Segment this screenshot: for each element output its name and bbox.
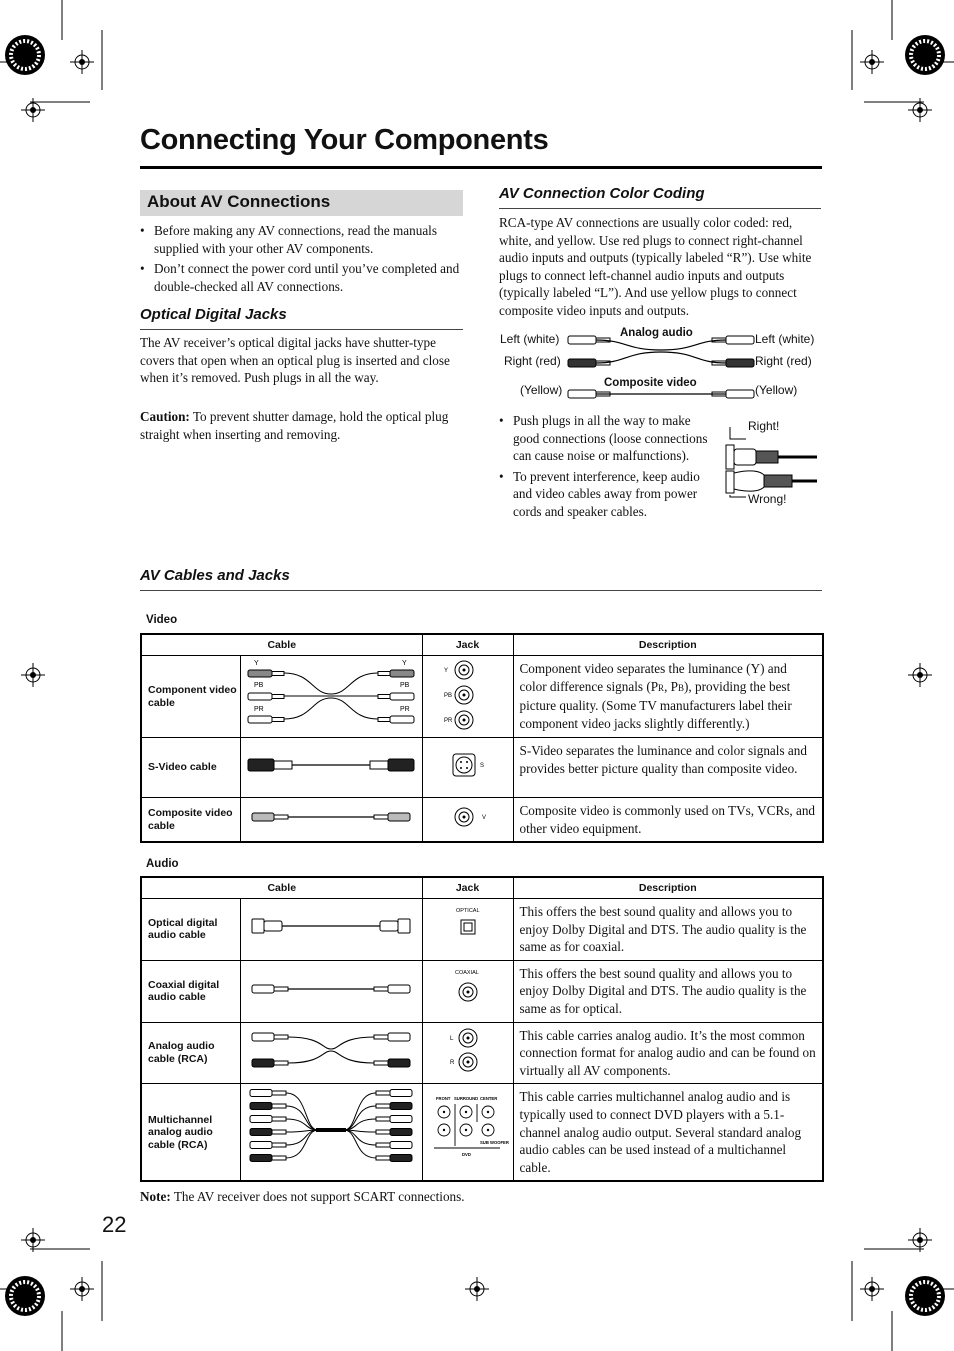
optical-caution	[140, 408, 462, 443]
component-cable-icon	[242, 656, 420, 732]
table-row	[141, 960, 823, 1022]
multichannel-jacks	[422, 1084, 513, 1181]
multichannel-cable-graphic	[240, 1084, 422, 1181]
cable-desc: This offers the best sound quality and allows you to enjoy Dolby Digital and DTS. The audio quality is the same as for optical.	[513, 960, 823, 1022]
about-heading-bar	[140, 190, 463, 216]
svg-text:PB: PB	[254, 682, 264, 689]
svideo-jack	[422, 738, 513, 798]
cable-name: Component video cable	[141, 656, 240, 738]
list-item: • Push plugs in all the way to make good connections (loose connections can cause noise or malfunctions).	[499, 412, 711, 465]
cable-name: Composite video cable	[141, 798, 240, 843]
coaxial-cable-graphic	[240, 960, 422, 1022]
about-heading: About AV Connections	[147, 192, 331, 211]
svg-text:L: L	[449, 1036, 453, 1043]
cable-name: Analog audio cable (RCA)	[141, 1022, 240, 1084]
list-item: • Don’t connect the power cord until you’ve completed and double-checked all AV connections.	[140, 260, 462, 295]
color-coding-text: RCA-type AV connections are usually color coded: red, white, and yellow. Use red plugs to connect right-channel audio inputs and outputs (typically labeled “R”). Use white plugs to connect left-channel audio inputs and outputs (typically labeled “L”). And use yellow plugs to connect composite video inputs and outputs.	[499, 215, 812, 318]
cable-desc: This offers the best sound quality and allows you to enjoy Dolby Digital and DTS. The audio quality is the same as for coaxial.	[513, 899, 823, 961]
left-white-label: Left (white)	[500, 332, 560, 346]
note-label: Note:	[140, 1189, 171, 1204]
right-label: Right!	[748, 419, 780, 433]
analog-audio-label: Analog audio	[620, 327, 693, 339]
svg-text:COAXIAL: COAXIAL	[454, 969, 479, 976]
note	[140, 1188, 822, 1206]
col-desc-header: Description	[513, 634, 823, 656]
optical-cable-icon	[242, 912, 420, 942]
composite-jack	[422, 798, 513, 843]
multichannel-jack-icon	[424, 1092, 512, 1168]
page-number: 22	[102, 1212, 127, 1237]
about-bullets	[140, 222, 462, 298]
audio-table	[140, 876, 824, 1182]
svg-text:Y: Y	[402, 660, 407, 667]
left-white-label-right: Left (white)	[755, 332, 815, 346]
svg-text:FRONT: FRONT	[435, 1095, 450, 1101]
optical-jack	[422, 899, 513, 961]
yellow-label-right: (Yellow)	[755, 383, 798, 397]
color-coding-bullets	[499, 412, 711, 524]
note-text: The AV receiver does not support SCART connections.	[170, 1189, 465, 1204]
svideo-cable-graphic	[240, 738, 422, 798]
caution-label: Caution:	[140, 409, 190, 424]
wrong-label: Wrong!	[748, 492, 787, 506]
component-cable-graphic	[240, 656, 422, 738]
svg-text:PR: PR	[254, 706, 264, 713]
svg-text:Y: Y	[254, 660, 259, 667]
svg-text:CENTER: CENTER	[479, 1095, 497, 1101]
cable-name: Multichannel analog audio cable (RCA)	[141, 1084, 240, 1181]
optical-text: The AV receiver’s optical digital jacks have shutter-type covers that open when an optical plug is inserted and close when it’s removed. Push plugs in all the way.	[140, 335, 450, 386]
table-row	[141, 1084, 823, 1181]
svg-text:PB: PB	[443, 693, 452, 699]
analog-cable-icon	[242, 1023, 420, 1077]
caution-text: To prevent shutter damage, hold the optical plug straight when inserting and removing.	[140, 409, 449, 442]
video-label: Video	[146, 614, 178, 626]
audio-label: Audio	[146, 858, 179, 870]
multichannel-cable-icon	[242, 1085, 420, 1175]
plug-insertion-diagram	[722, 425, 822, 505]
title-rule	[140, 166, 822, 169]
table-row	[141, 798, 823, 843]
color-coding-diagram	[566, 330, 756, 405]
svg-text:PB: PB	[400, 682, 410, 689]
coaxial-jack	[422, 960, 513, 1022]
cable-name: Optical digital audio cable	[141, 899, 240, 961]
coaxial-jack-icon	[424, 966, 512, 1012]
optical-jack-icon	[424, 904, 512, 950]
svg-text:S: S	[479, 763, 484, 769]
component-jack-icon	[424, 656, 512, 732]
table-row	[141, 1022, 823, 1084]
cables-heading: AV Cables and Jacks	[140, 567, 290, 584]
right-red-label-right: Right (red)	[755, 354, 812, 368]
cable-name: Coaxial digital audio cable	[141, 960, 240, 1022]
svideo-jack-icon	[424, 745, 512, 785]
svg-text:SURROUND: SURROUND	[453, 1095, 478, 1101]
page-title: Connecting Your Components	[140, 124, 549, 156]
table-row	[141, 899, 823, 961]
composite-cable-graphic	[240, 798, 422, 843]
col-desc-header: Description	[513, 877, 823, 899]
composite-cable-icon	[242, 805, 420, 829]
composite-video-label: Composite video	[604, 377, 697, 389]
col-jack-header: Jack	[422, 634, 513, 656]
svg-text:Y: Y	[443, 668, 448, 674]
svg-text:SUB WOOFER: SUB WOOFER	[479, 1139, 509, 1145]
list-item: • To prevent interference, keep audio and video cables away from power cords and speaker cables.	[499, 468, 711, 521]
color-coding-rule	[499, 208, 821, 209]
svg-text:OPTICAL: OPTICAL	[455, 907, 480, 914]
table-row	[141, 656, 823, 738]
col-cable-header: Cable	[141, 634, 422, 656]
list-item: • Before making any AV connections, read the manuals supplied with your other AV components.	[140, 222, 462, 257]
right-red-label: Right (red)	[504, 354, 561, 368]
optical-heading: Optical Digital Jacks	[140, 306, 287, 323]
cables-rule	[140, 590, 822, 591]
color-coding-heading: AV Connection Color Coding	[499, 185, 705, 202]
cable-desc: Composite video is commonly used on TVs, VCRs, and other video equipment.	[513, 798, 823, 843]
cable-desc: This cable carries multichannel analog audio and is typically used to connect DVD players with a 5.1-channel analog audio output. Several standard analog audio cables can be used instead of a multichannel cable.	[513, 1084, 823, 1181]
analog-cable-graphic	[240, 1022, 422, 1084]
svg-text:PR: PR	[400, 706, 410, 713]
optical-cable-graphic	[240, 899, 422, 961]
component-jacks	[422, 656, 513, 738]
cable-desc: This cable carries analog audio. It’s the most common connection format for analog audio and can be found on virtually all AV components.	[513, 1022, 823, 1084]
analog-jack-icon	[424, 1023, 512, 1077]
video-table	[140, 633, 824, 843]
cable-name: S-Video cable	[141, 738, 240, 798]
yellow-label-left: (Yellow)	[520, 383, 563, 397]
svg-text:R: R	[449, 1060, 454, 1067]
svg-text:PR: PR	[443, 718, 452, 724]
svg-text:DVD: DVD	[461, 1151, 471, 1157]
col-cable-header: Cable	[141, 877, 422, 899]
col-jack-header: Jack	[422, 877, 513, 899]
cable-desc: Component video separates the luminance (Y) and color difference signals (PR, PB), providing the best picture quality. (Some TV manufacturers label their component video jacks slightly differently.)	[513, 656, 823, 738]
composite-jack-icon	[424, 802, 512, 832]
cable-desc: S-Video separates the luminance and color signals and provides better picture quality than composite video.	[513, 738, 823, 798]
coaxial-cable-icon	[242, 977, 420, 1001]
svg-text:V: V	[481, 815, 486, 822]
optical-rule	[140, 329, 463, 330]
analog-jacks	[422, 1022, 513, 1084]
table-row	[141, 738, 823, 798]
svideo-cable-icon	[242, 750, 420, 780]
